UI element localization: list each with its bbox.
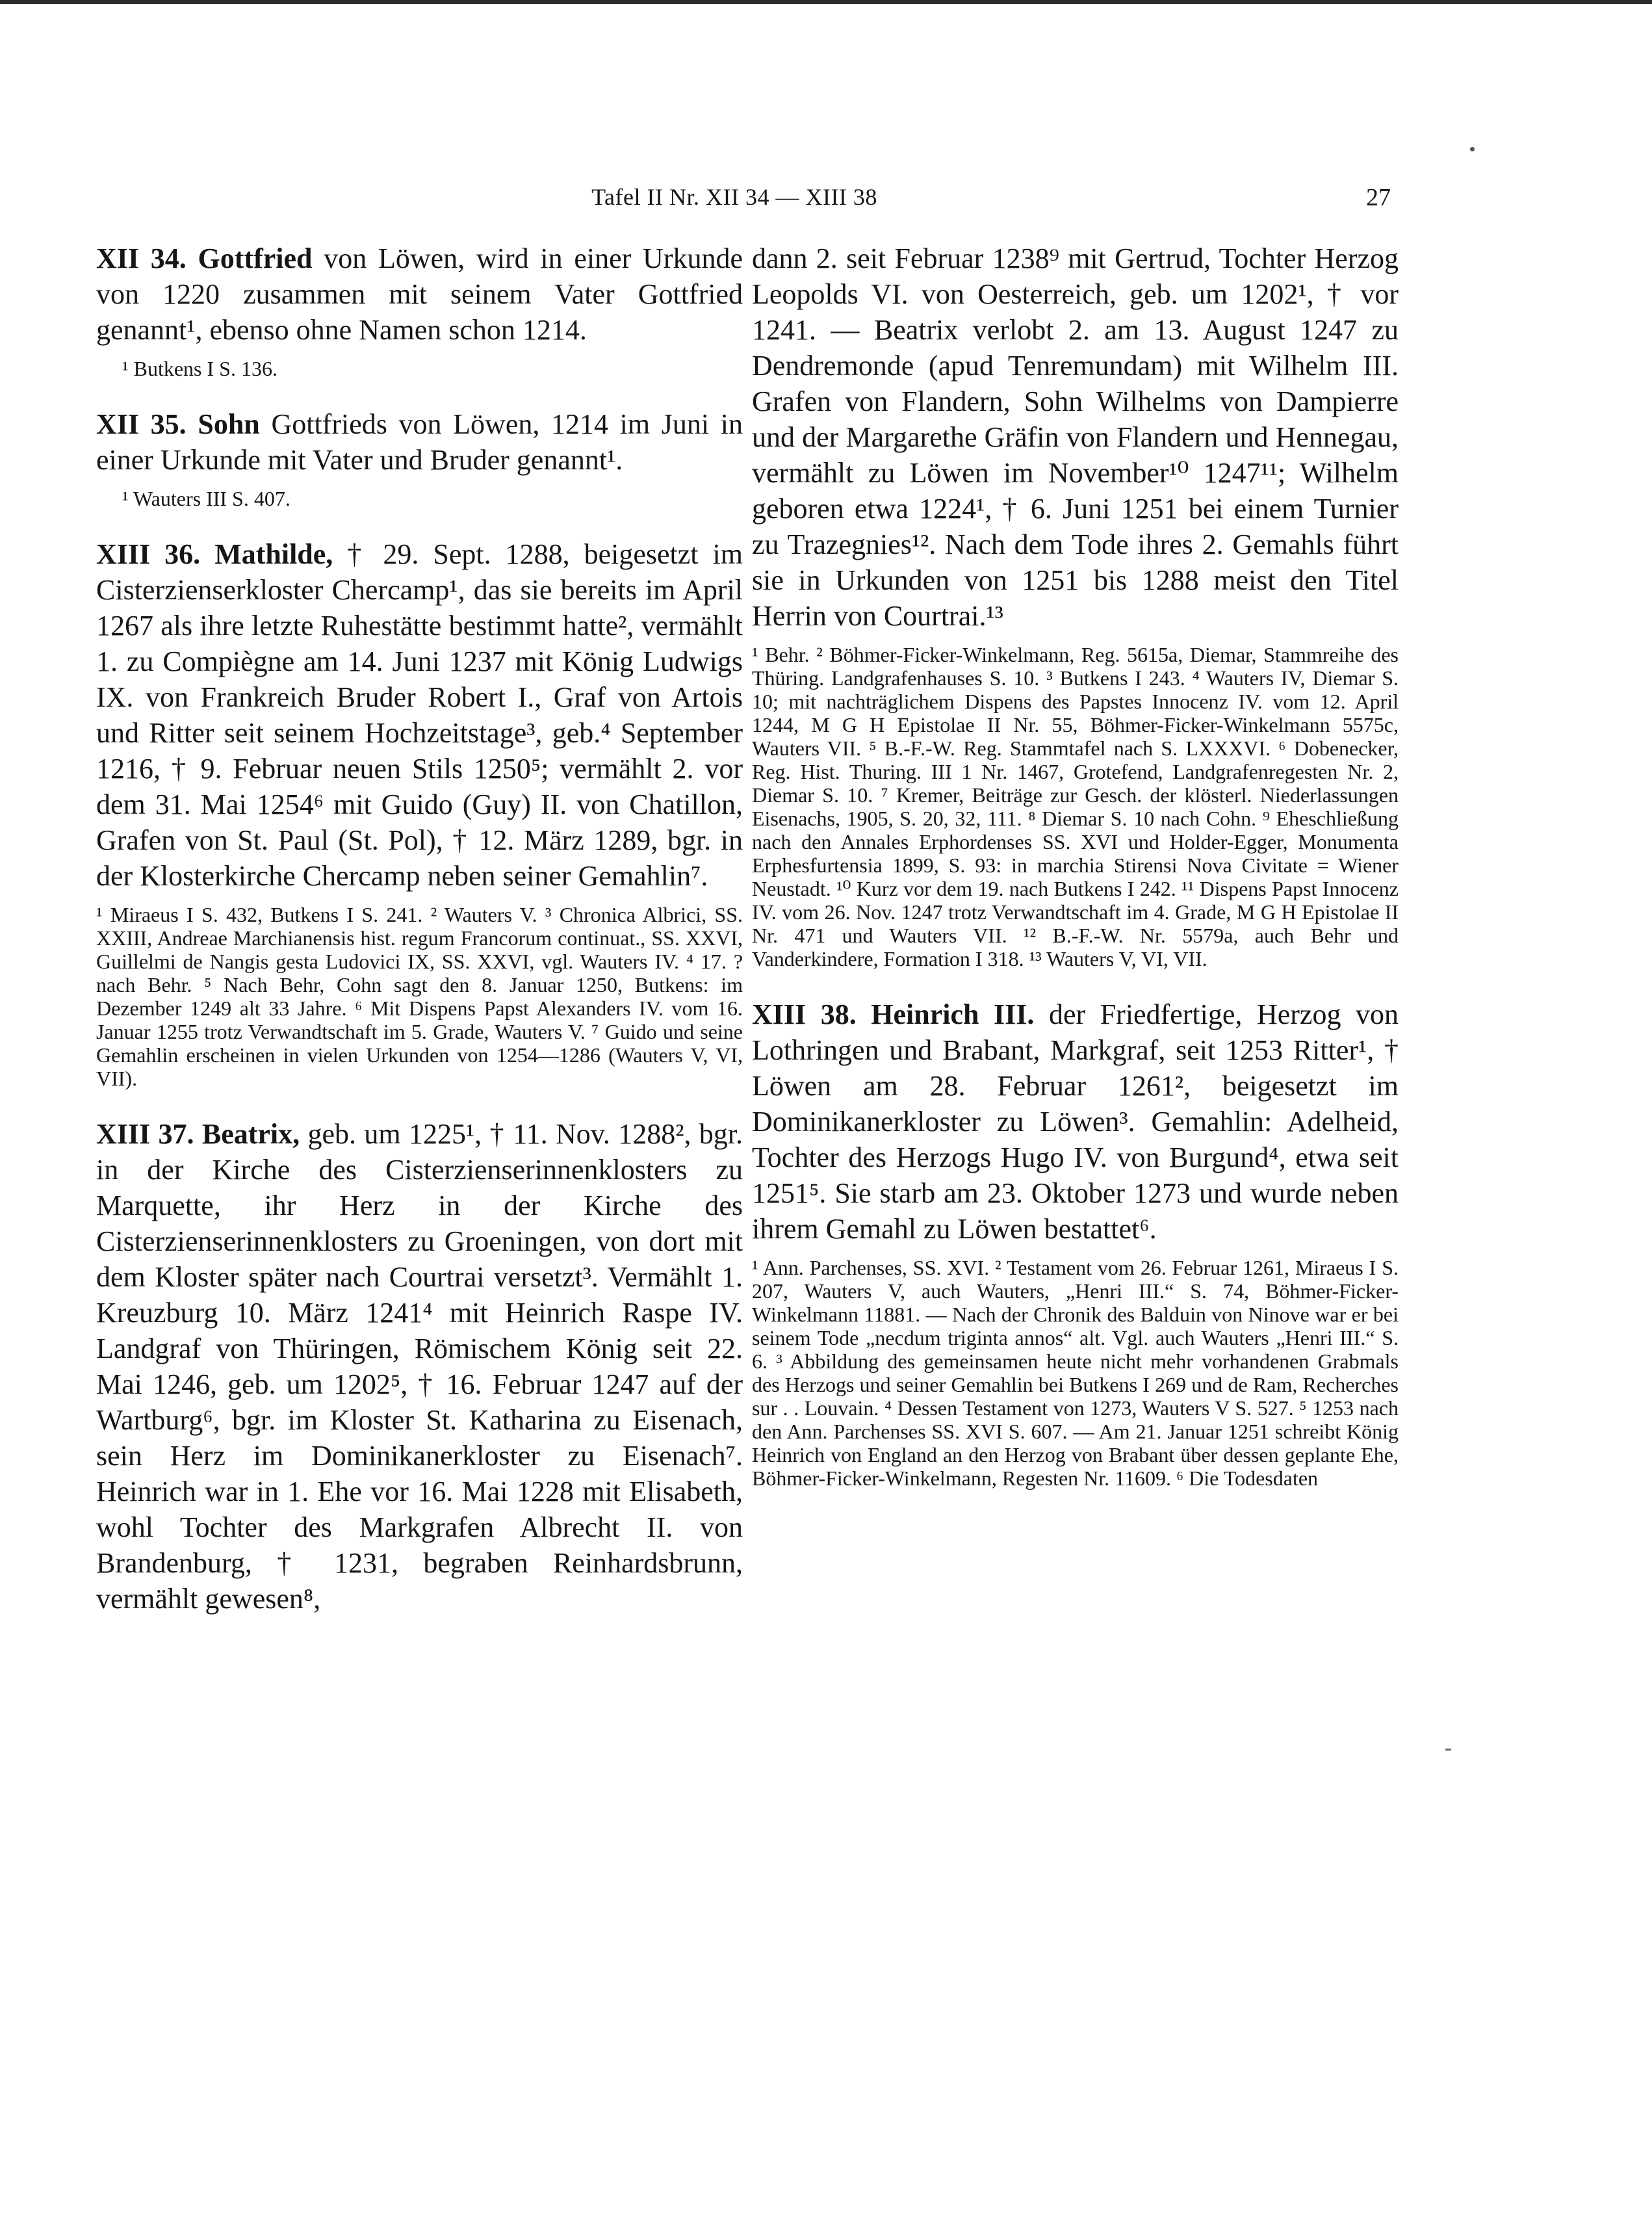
entry-footnotes: ¹ Wauters III S. 407. bbox=[122, 487, 290, 510]
entry-xii-34 bbox=[96, 241, 743, 380]
entry-xiii-37 bbox=[96, 1116, 743, 1617]
entry-footnotes: ¹ Behr. ² Böhmer-Ficker-Winkelmann, Reg. 5615a, Diemar, Stammreihe des Thüring. Landgrafenhauses S. 10. ³ Butkens I 243. ⁴ Wauters IV, Diemar S. 10; mit nachträglichem Dispens des Papstes Innocenz IV. vom 12. April 1244, M G H Epistolae II Nr. 55, Böhmer-Ficker-Winkelmann 5575c, Wauters VII. ⁵ B.-F.-W. Reg. Stammtafel nach S. LXXXVI. ⁶ Dobenecker, Reg. Hist. Thuring. III 1 Nr. 1467, Grotefend, Landgrafenregesten Nr. 2, Diemar S. 10. ⁷ Kremer, Beiträge zur Gesch. der klösterl. Niederlassungen Eisenachs, 1905, S. 20, 32, 111. ⁸ Diemar S. 10 nach Cohn. ⁹ Eheschließung nach den Annales Erphordenses SS. XVI und Holder-Egger, Monumenta Erphesfurtensia 1899, S. 93: in marchia Stirensi Nova Civitate = Wiener Neustadt. ¹⁰ Kurz vor dem 19. nach Butkens I 242. ¹¹ Dispens Papst Innocenz IV. vom 26. Nov. 1247 trotz Verwandtschaft im 4. Grade, M G H Epistolae II Nr. 471 und Wauters VII. ¹² B.-F.-W. Nr. 5579a, auch Behr und Vanderkindere, Formation I 318. ¹³ Wauters V, VI, VII. bbox=[752, 643, 1399, 970]
entry-body: geb. um 1225¹, † 11. Nov. 1288², bgr. in der Kirche des Cisterzienserinnenklosters zu Marquette, ihr Herz in der Kirche des Cisterzienserinnenklosters zu Groeningen, von dort mit dem Kloster später nach Courtrai versetzt³. Vermählt 1. Kreuzburg 10. März 1241⁴ mit Heinrich Raspe IV. Landgraf von Thüringen, Römischem König seit 22. Mai 1246, geb. um 1202⁵, † 16. Februar 1247 auf der Wartburg⁶, bgr. im Kloster St. Katharina zu Eisenach, sein Herz im Dominikanerkloster zu Eisenach⁷. Heinrich war in 1. Ehe vor 16. Mai 1228 mit Elisabeth, wohl Tochter des Markgrafen Albrecht II. von Brandenburg, † 1231, begraben Reinhardsbrunn, vermählt gewesen⁸, bbox=[96, 1118, 743, 1615]
page-number: 27 bbox=[1366, 184, 1391, 211]
scan-speck bbox=[1445, 1749, 1451, 1751]
entry-text bbox=[96, 536, 743, 894]
entry-body: der Friedfertige, Herzog von Lothringen und Brabant, Markgraf, seit 1253 Ritter¹, † Löwen am 28. Februar 1261², beigesetzt im Dominikanerkloster zu Löwen³. Gemahlin: Adelheid, Tochter des Herzogs Hugo IV. von Burgund⁴, etwa seit 1251⁵. Sie starb am 23. Oktober 1273 und wurde neben ihrem Gemahl zu Löwen bestattet⁶. bbox=[752, 998, 1399, 1245]
entry-xiii-36 bbox=[96, 536, 743, 1090]
entry-footnotes: ¹ Miraeus I S. 432, Butkens I S. 241. ² Wauters V. ³ Chronica Albrici, SS. XXIII, Andreae Marchianensis hist. regum Francorum continuat., SS. XXVI, Guillelmi de Nangis gesta Ludovici IX, SS. XXVI, vgl. Wauters IV. ⁴ 17. ? nach Behr. ⁵ Nach Behr, Cohn sagt den 8. Januar 1250, Butkens: im Dezember 1249 alt 33 Jahre. ⁶ Mit Dispens Papst Alexanders IV. vom 16. Januar 1255 trotz Verwandtschaft im 5. Grade, Wauters V. ⁷ Guido und seine Gemahlin erscheinen in vielen Urkunden von 1254—1286 (Wauters V, VI, VII). bbox=[96, 903, 743, 1090]
entry-footnotes: ¹ Butkens I S. 136. bbox=[122, 357, 277, 380]
entry-id: XII 34. bbox=[96, 242, 187, 274]
entry-xiii-38 bbox=[752, 996, 1399, 1490]
entry-body: von Löwen, wird in einer Urkunde von 1220 zusammen mit seinem Vater Gottfried genannt¹, ebenso ohne Namen schon 1214. bbox=[96, 242, 743, 346]
entry-name: Sohn bbox=[198, 408, 260, 440]
entry-id: XII 35. bbox=[96, 408, 187, 440]
left-column bbox=[96, 241, 743, 1643]
scan-speck bbox=[1470, 147, 1475, 151]
entry-body: Gottfrieds von Löwen, 1214 im Juni in einer Urkunde mit Vater und Bruder genannt¹. bbox=[96, 408, 743, 476]
entry-name: Beatrix, bbox=[201, 1118, 300, 1150]
right-column bbox=[752, 241, 1399, 1516]
entry-text bbox=[96, 241, 743, 348]
entry-body: † 29. Sept. 1288, beigesetzt im Cisterzienserkloster Chercamp¹, das sie bereits im April 1267 als ihre letzte Ruhestätte bestimmt hatte², vermählt 1. zu Compiègne am 14. Juni 1237 mit König Ludwigs IX. von Frankreich Bruder Robert I., Graf von Artois und Ritter seit seinem Hochzeitstage³, geb.⁴ September 1216, † 9. Februar neuen Stils 1250⁵; vermählt 2. vor dem 31. Mai 1254⁶ mit Guido (Guy) II. von Chatillon, Grafen von St. Paul (St. Pol), † 12. März 1289, bgr. in der Klosterkirche Chercamp neben seiner Gemahlin⁷. bbox=[96, 538, 743, 892]
entry-body: dann 2. seit Februar 1238⁹ mit Gertrud, Tochter Herzog Leopolds VI. von Oesterreich, geb. um 1202¹, † vor 1241. — Beatrix verlobt 2. am 13. August 1247 zu Dendremonde (apud Tenremundam) mit Wilhelm III. Grafen von Flandern, Sohn Wilhelms von Dampierre und der Margarethe Gräfin von Flandern und Hennegau, vermählt zu Löwen im November¹⁰ 1247¹¹; Wilhelm geboren etwa 1224¹, † 6. Juni 1251 bei einem Turnier zu Trazegnies¹². Nach dem Tode ihres 2. Gemahls führt sie in Urkunden von 1251 bis 1288 meist den Titel Herrin von Courtrai.¹³ bbox=[752, 242, 1399, 632]
running-title: Tafel II Nr. XII 34 — XIII 38 bbox=[591, 184, 877, 210]
entry-text bbox=[96, 1116, 743, 1617]
top-scan-edge bbox=[0, 0, 1652, 4]
entry-name: Mathilde, bbox=[214, 538, 333, 570]
page-header bbox=[78, 183, 1391, 222]
entry-id: XIII 37. bbox=[96, 1118, 194, 1150]
entry-footnotes: ¹ Ann. Parchenses, SS. XVI. ² Testament vom 26. Februar 1261, Miraeus I S. 207, Wauters V, auch Wauters, „Henri III.“ S. 74, Böhmer-Ficker-Winkelmann 11881. — Nach der Chronik des Balduin von Ninove war er bei seinem Tode „necdum triginta annos“ alt. Vgl. auch Wauters „Henri III.“ S. 6. ³ Abbildung des gemeinsamen heute nicht mehr vorhandenen Grabmals des Herzogs und seiner Gemahlin bei Butkens I 269 und de Ram, Recherches sur . . Louvain. ⁴ Dessen Testament von 1273, Wauters V S. 527. ⁵ 1253 nach den Ann. Parchenses SS. XVI S. 607. — Am 21. Januar 1251 schreibt König Heinrich von England an den Herzog von Brabant über dessen geplante Ehe, Böhmer-Ficker-Winkelmann, Regesten Nr. 11609. ⁶ Die Todesdaten bbox=[752, 1256, 1399, 1490]
entry-id: XIII 38. bbox=[752, 998, 857, 1030]
entry-id: XIII 36. bbox=[96, 538, 201, 570]
entry-xiii-37-continued bbox=[752, 241, 1399, 970]
entry-text bbox=[96, 406, 743, 478]
entry-xii-35 bbox=[96, 406, 743, 510]
entry-text bbox=[752, 996, 1399, 1247]
entry-name: Heinrich III. bbox=[871, 998, 1035, 1030]
entry-name: Gottfried bbox=[198, 242, 313, 274]
